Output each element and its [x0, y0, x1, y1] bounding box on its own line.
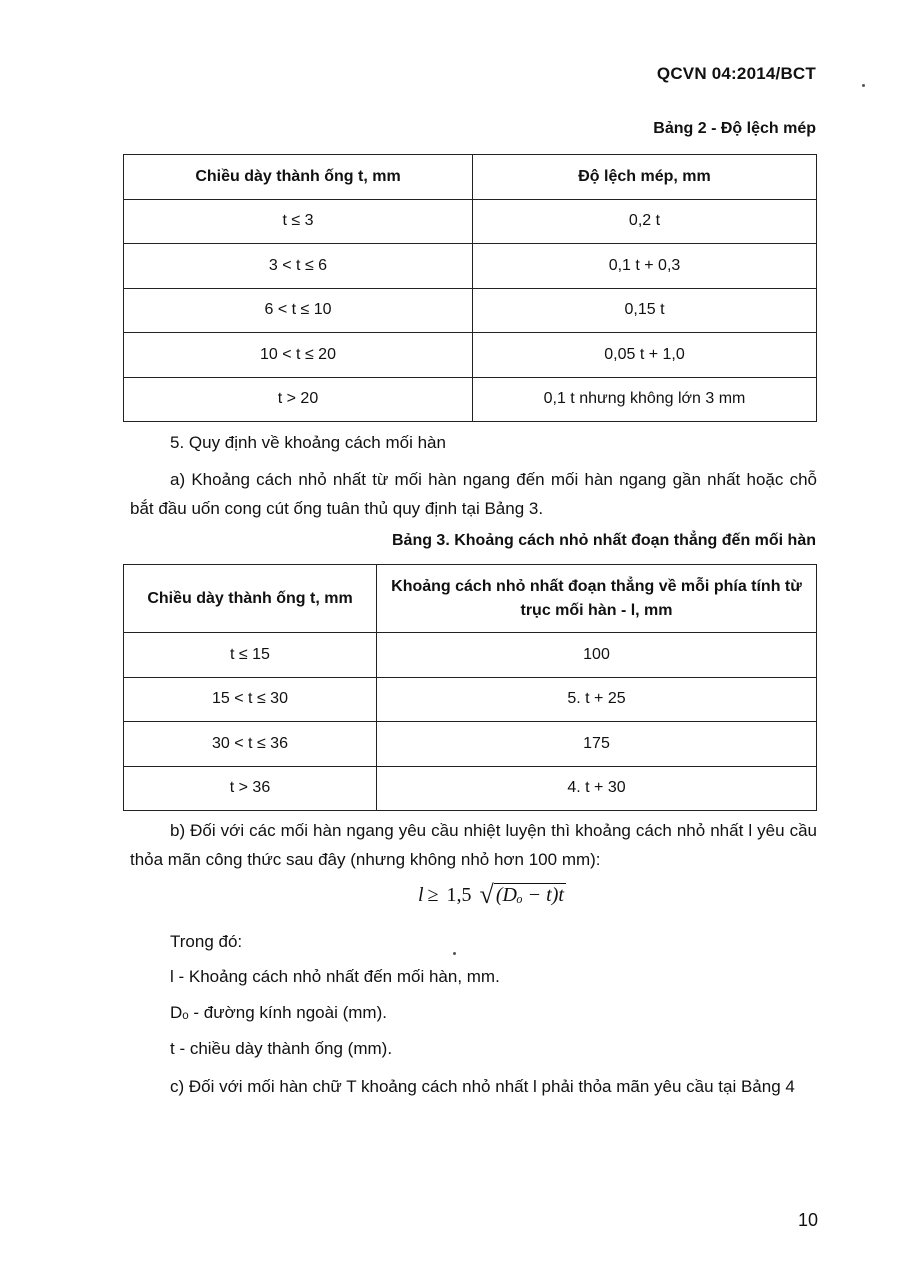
table-2	[123, 154, 817, 422]
table-cell: 10 < t ≤ 20	[124, 333, 473, 378]
table-2-caption: Bảng 2 - Độ lệch mép	[653, 120, 816, 137]
formula-lhs: l	[418, 884, 424, 906]
formula-radicand: (Dₒ − t)t	[495, 884, 564, 906]
table-cell: t > 36	[124, 766, 377, 811]
table-header-cell: Chiều dày thành ống t, mm	[124, 565, 377, 633]
formula-coefficient: 1,5	[446, 884, 472, 906]
table-cell: 4. t + 30	[377, 766, 817, 811]
table-header-row	[124, 565, 817, 633]
table-row	[124, 288, 817, 333]
table-cell: 0,05 t + 1,0	[473, 333, 817, 378]
formula-operator: ≥	[427, 884, 439, 906]
definition-item: l - Khoảng cách nhỏ nhất đến mối hàn, mm.	[170, 967, 500, 986]
scan-speck	[862, 84, 865, 87]
table-cell: 6 < t ≤ 10	[124, 288, 473, 333]
paragraph-b: b) Đối với các mối hàn ngang yêu cầu nhiệt luyện thì khoảng cách nhỏ nhất l yêu cầu thỏa mãn công thức sau đây (nhưng không nhỏ hơn 100 mm):	[130, 821, 817, 869]
table-row	[124, 199, 817, 244]
sqrt-icon: √	[479, 880, 494, 909]
table-row	[124, 677, 817, 722]
table-cell: t ≤ 3	[124, 199, 473, 244]
table-cell: 0,15 t	[473, 288, 817, 333]
table-header-cell: Khoảng cách nhỏ nhất đoạn thẳng về mỗi phía tính từ trục mối hàn - l, mm	[377, 565, 817, 633]
definition-item: t - chiều dày thành ống (mm).	[170, 1039, 393, 1058]
paragraph-a: a) Khoảng cách nhỏ nhất từ mối hàn ngang đến mối hàn ngang gần nhất hoặc chỗ bắt đầu uốn cong cút ống tuân thủ quy định tại Bảng 3.	[130, 470, 817, 518]
scan-speck	[453, 952, 456, 955]
formula	[418, 880, 566, 909]
table-row	[124, 244, 817, 289]
table-cell: 0,1 t nhưng không lớn 3 mm	[473, 377, 817, 422]
table-cell: 0,2 t	[473, 199, 817, 244]
paragraph-c: c) Đối với mối hàn chữ T khoảng cách nhỏ nhất l phải thỏa mãn yêu cầu tại Bảng 4	[170, 1077, 795, 1096]
table-cell: 15 < t ≤ 30	[124, 677, 377, 722]
table-cell: 0,1 t + 0,3	[473, 244, 817, 289]
definition-item: Dₒ - đường kính ngoài (mm).	[170, 1003, 387, 1022]
definitions-intro: Trong đó:	[170, 932, 243, 951]
table-row	[124, 766, 817, 811]
table-cell: 100	[377, 633, 817, 678]
table-3	[123, 564, 817, 811]
table-cell: 5. t + 25	[377, 677, 817, 722]
table-cell: t ≤ 15	[124, 633, 377, 678]
table-row	[124, 377, 817, 422]
document-code: QCVN 04:2014/BCT	[656, 64, 816, 83]
table-row	[124, 333, 817, 378]
table-3-caption: Bảng 3. Khoảng cách nhỏ nhất đoạn thẳng đến mối hàn	[391, 532, 816, 549]
table-row	[124, 722, 817, 767]
table-header-cell: Độ lệch mép, mm	[473, 155, 817, 200]
table-cell: 3 < t ≤ 6	[124, 244, 473, 289]
table-header-cell: Chiều dày thành ống t, mm	[124, 155, 473, 200]
table-cell: t > 20	[124, 377, 473, 422]
table-row	[124, 633, 817, 678]
table-header-row	[124, 155, 817, 200]
table-cell: 175	[377, 722, 817, 767]
page-number: 10	[797, 1210, 818, 1230]
section-5-heading: 5. Quy định về khoảng cách mối hàn	[170, 433, 446, 452]
table-cell: 30 < t ≤ 36	[124, 722, 377, 767]
